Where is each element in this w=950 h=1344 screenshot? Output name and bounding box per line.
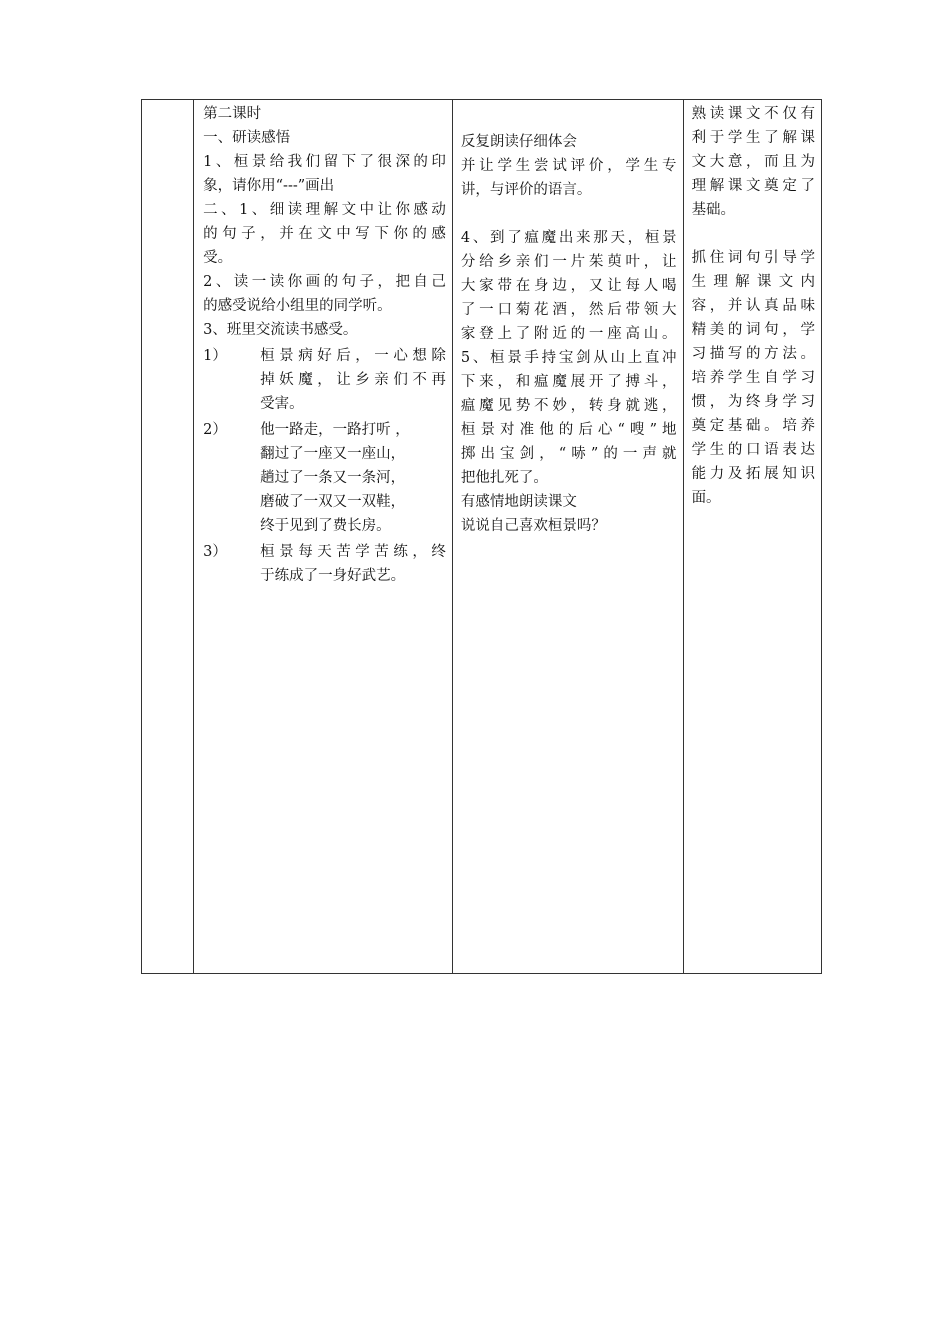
text-line: 反复朗读仔细体会 [460,134,577,150]
text-line: 生理解课文内 [691,274,815,290]
spacer [461,202,677,226]
spacer [692,222,815,246]
text-line: 桓景对准他的后心“嗖”地 [460,422,677,438]
text-line: 有感情地朗读课文 [460,494,577,510]
text-line: 2、读一读你画的句子，把自己 [203,274,446,290]
lesson-title: 第二课时 [203,106,262,122]
text-line: 惯，为终身学习 [691,394,815,410]
list-text-line: 磨破了一双又一双鞋， [260,494,406,510]
section-heading: 一、研读感悟 [203,130,291,146]
text-line: 1、桓景给我们留下了很深的印 [203,154,446,170]
text-line: 利于学生了解课 [691,130,815,146]
text-line: 精美的词句，学 [691,322,815,338]
text-line: 的感受说给小组里的同学听。 [203,298,392,314]
text-line: 大家带在身边，又让每人喝 [460,278,677,294]
text-line: 二、1、细读理解文中让你感动 [203,202,446,218]
text-line: 瘟魔见势不妙，转身就逃， [460,398,677,414]
list-text-line: 桓景病好后，一心想除 [260,348,446,364]
text-line: 习描写的方法。 [691,346,815,362]
text-line: 文大意，而且为 [691,154,815,170]
text-line: 奠定基础。培养 [691,418,815,434]
list-text-line: 趟过了一条又一条河， [260,470,406,486]
text-line: 理解课文奠定了 [691,178,815,194]
teaching-process-cell [194,100,453,974]
text-line: 讲，与评价的语言。 [460,182,592,198]
text-line: 了一口菊花酒，然后带领大 [460,302,677,318]
list-text-line: 终于见到了费长房。 [260,518,391,534]
text-line: 并让学生尝试评价，学生专 [460,158,677,174]
list-number: 1） [203,348,227,364]
list-item [203,344,446,416]
text-line: 象，请你用“---”画出 [203,178,335,194]
text-line: 下来，和瘟魔展开了搏斗， [460,374,677,390]
design-intent-cell [683,100,821,974]
text-line: 分给乡亲们一片茱萸叶，让 [460,254,677,270]
list-text-line: 他一路走，一路打听 ， [260,422,410,438]
text-line: 5、桓景手持宝剑从山上直冲 [460,350,677,366]
list-item [203,418,446,538]
text-line: 4、到了瘟魔出来那天，桓景 [460,230,677,246]
text-line: 学生的口语表达 [691,442,815,458]
text-line: 容，并认真品味 [691,298,815,314]
text-line: 受。 [203,250,233,266]
list-text-line: 掉妖魔，让乡亲们不再 [260,372,446,388]
list-number: 3） [203,544,227,560]
text-line: 基础。 [691,202,736,218]
student-activity-cell [452,100,683,974]
text-line: 能力及拓展知识 [691,466,815,482]
text-line: 熟读课文不仅有 [691,106,815,122]
text-line: 说说自己喜欢桓景吗？ [460,518,606,534]
lesson-plan-table [141,99,822,974]
empty-left-cell [142,100,194,974]
list-item [203,540,446,588]
list-text-line: 桓景每天苦学苦练，终 [260,544,446,560]
text-line: 掷出宝剑，“哧”的一声就 [460,446,677,462]
text-line: 家登上了附近的一座高山。 [460,326,677,342]
table-row [142,100,822,974]
text-line: 培养学生自学习 [691,370,815,386]
text-line: 3、班里交流读书感受。 [203,322,358,338]
text-line: 把他扎死了。 [460,470,548,486]
list-text-line: 受害。 [260,396,304,412]
text-line: 抓住词句引导学 [691,250,815,266]
list-text-line: 翻过了一座又一座山， [260,446,406,462]
text-line: 面。 [691,490,721,506]
text-line: 的句子，并在文中写下你的感 [203,226,446,242]
list-text-line: 于练成了一身好武艺。 [260,568,406,584]
list-number: 2） [203,422,227,438]
